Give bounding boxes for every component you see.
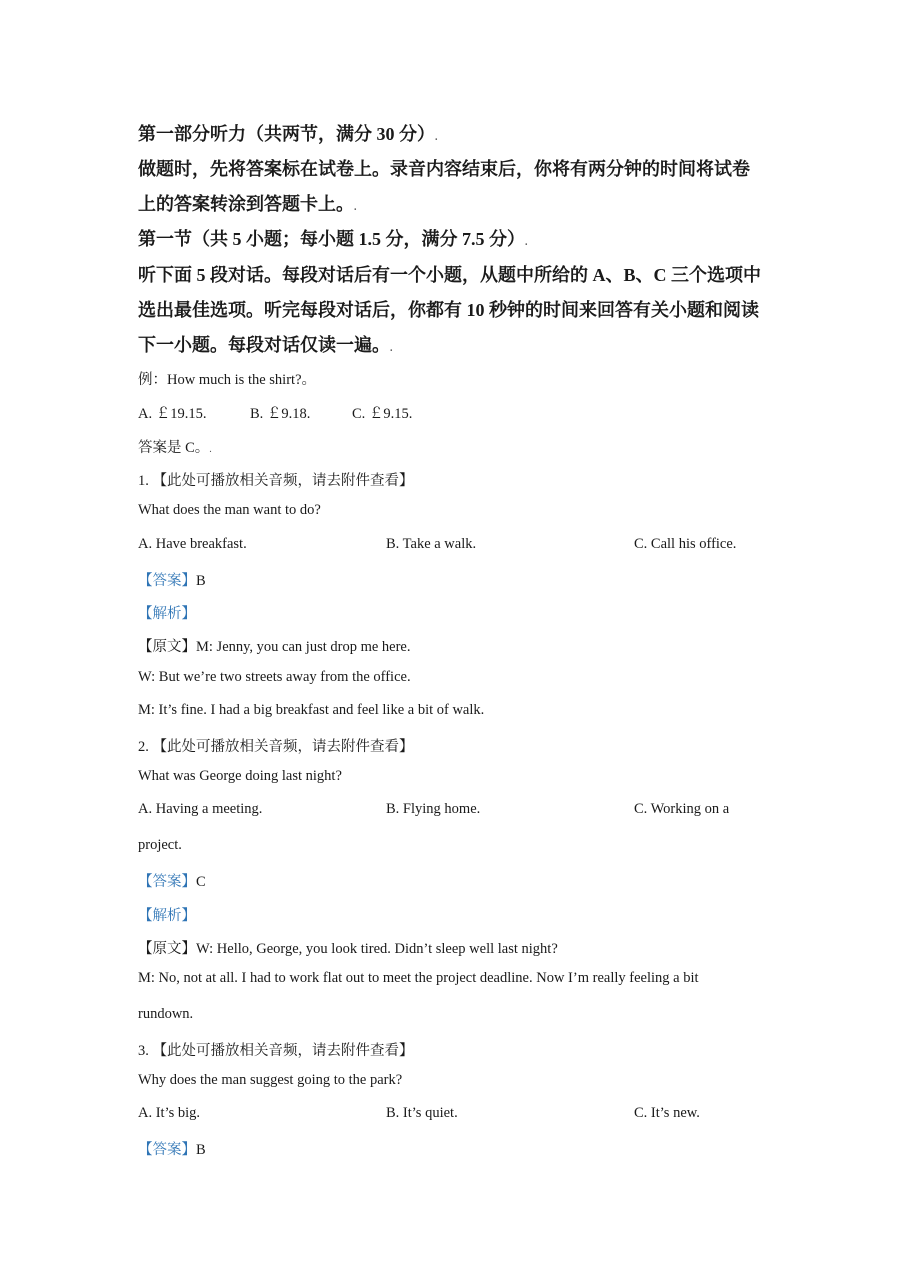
transcript-tag: 【原文】 <box>138 639 196 655</box>
section-line-1: 听下面 5 段对话。每段对话后有一个小题，从题中所给的 A、B、C 三个选项中 <box>138 265 762 285</box>
q3-answer-value: B <box>196 1142 206 1158</box>
section-line-3 <box>138 331 393 357</box>
answer-tag: 【答案】 <box>138 874 196 890</box>
q3-option-c: C. It’s new. <box>634 1105 700 1121</box>
q2-transcript-1 <box>138 937 558 958</box>
section-title-text: 第一节（共 5 小题；每小题 1.5 分，满分 7.5 分） <box>138 229 525 249</box>
q1-transcript-2: W: But we’re two streets away from the office. <box>138 669 411 685</box>
q1-analysis-tag: 【解析】 <box>138 606 196 622</box>
q2-transcript-3: rundown. <box>138 1006 194 1022</box>
transcript-tag: 【原文】 <box>138 941 196 957</box>
instruction-line-2 <box>138 190 357 216</box>
q2-answer <box>138 870 206 891</box>
q2-audio-link[interactable]: 2. 【此处可播放相关音频，请去附件查看】 <box>138 739 414 755</box>
example-option-a: A. ￡19.15. <box>138 406 207 422</box>
example-question: 例：How much is the shirt?。 <box>138 372 317 388</box>
section-title <box>138 225 528 251</box>
q1-option-b: B. Take a walk. <box>386 536 477 552</box>
section-line-3-text: 下一小题。每段对话仅读一遍。 <box>138 335 390 355</box>
q3-prompt: Why does the man suggest going to the park? <box>138 1072 403 1088</box>
paragraph-mark: . <box>354 202 357 213</box>
q3-audio-link[interactable]: 3. 【此处可播放相关音频，请去附件查看】 <box>138 1043 414 1059</box>
q3-answer <box>138 1138 206 1159</box>
q2-transcript-2: M: No, not at all. I had to work flat out to meet the project deadline. Now I’m really feeling a bit <box>138 970 699 986</box>
example-option-c: C. ￡9.15. <box>352 406 413 422</box>
q1-transcript-3: M: It’s fine. I had a big breakfast and feel like a bit of walk. <box>138 702 485 718</box>
part-title <box>138 120 438 146</box>
example-answer <box>138 436 212 457</box>
part-title-text: 第一部分听力（共两节，满分 30 分） <box>138 124 435 144</box>
q2-transcript-line: W: Hello, George, you look tired. Didn’t sleep well last night? <box>196 941 558 957</box>
q2-analysis-tag: 【解析】 <box>138 908 196 924</box>
q3-option-b: B. It’s quiet. <box>386 1105 458 1121</box>
answer-tag: 【答案】 <box>138 1142 196 1158</box>
example-option-b: B. ￡9.18. <box>250 406 311 422</box>
q2-option-b: B. Flying home. <box>386 801 481 817</box>
instruction-line-1: 做题时，先将答案标在试卷上。录音内容结束后，你将有两分钟的时间将试卷 <box>138 159 750 179</box>
q1-prompt: What does the man want to do? <box>138 502 321 518</box>
paragraph-mark: . <box>209 444 212 455</box>
q1-answer-value: B <box>196 573 206 589</box>
q2-option-c: C. Working on a <box>634 801 730 817</box>
q2-option-c-wrap: project. <box>138 837 182 853</box>
q3-option-a: A. It’s big. <box>138 1105 201 1121</box>
q2-answer-value: C <box>196 874 206 890</box>
instruction-line-2-text: 上的答案转涂到答题卡上。 <box>138 194 354 214</box>
paragraph-mark: . <box>435 132 438 143</box>
q1-option-c: C. Call his office. <box>634 536 737 552</box>
q1-transcript-1 <box>138 635 411 656</box>
paragraph-mark: . <box>390 343 393 354</box>
q1-audio-link[interactable]: 1. 【此处可播放相关音频，请去附件查看】 <box>138 473 414 489</box>
q1-transcript-line: M: Jenny, you can just drop me here. <box>196 639 411 655</box>
answer-tag: 【答案】 <box>138 573 196 589</box>
q2-prompt: What was George doing last night? <box>138 768 342 784</box>
example-answer-text: 答案是 C。 <box>138 440 210 456</box>
section-line-2: 选出最佳选项。听完每段对话后，你都有 10 秒钟的时间来回答有关小题和阅读 <box>138 300 759 320</box>
paragraph-mark: . <box>525 237 528 248</box>
q2-option-a: A. Having a meeting. <box>138 801 263 817</box>
q1-option-a: A. Have breakfast. <box>138 536 247 552</box>
q1-answer <box>138 569 206 590</box>
